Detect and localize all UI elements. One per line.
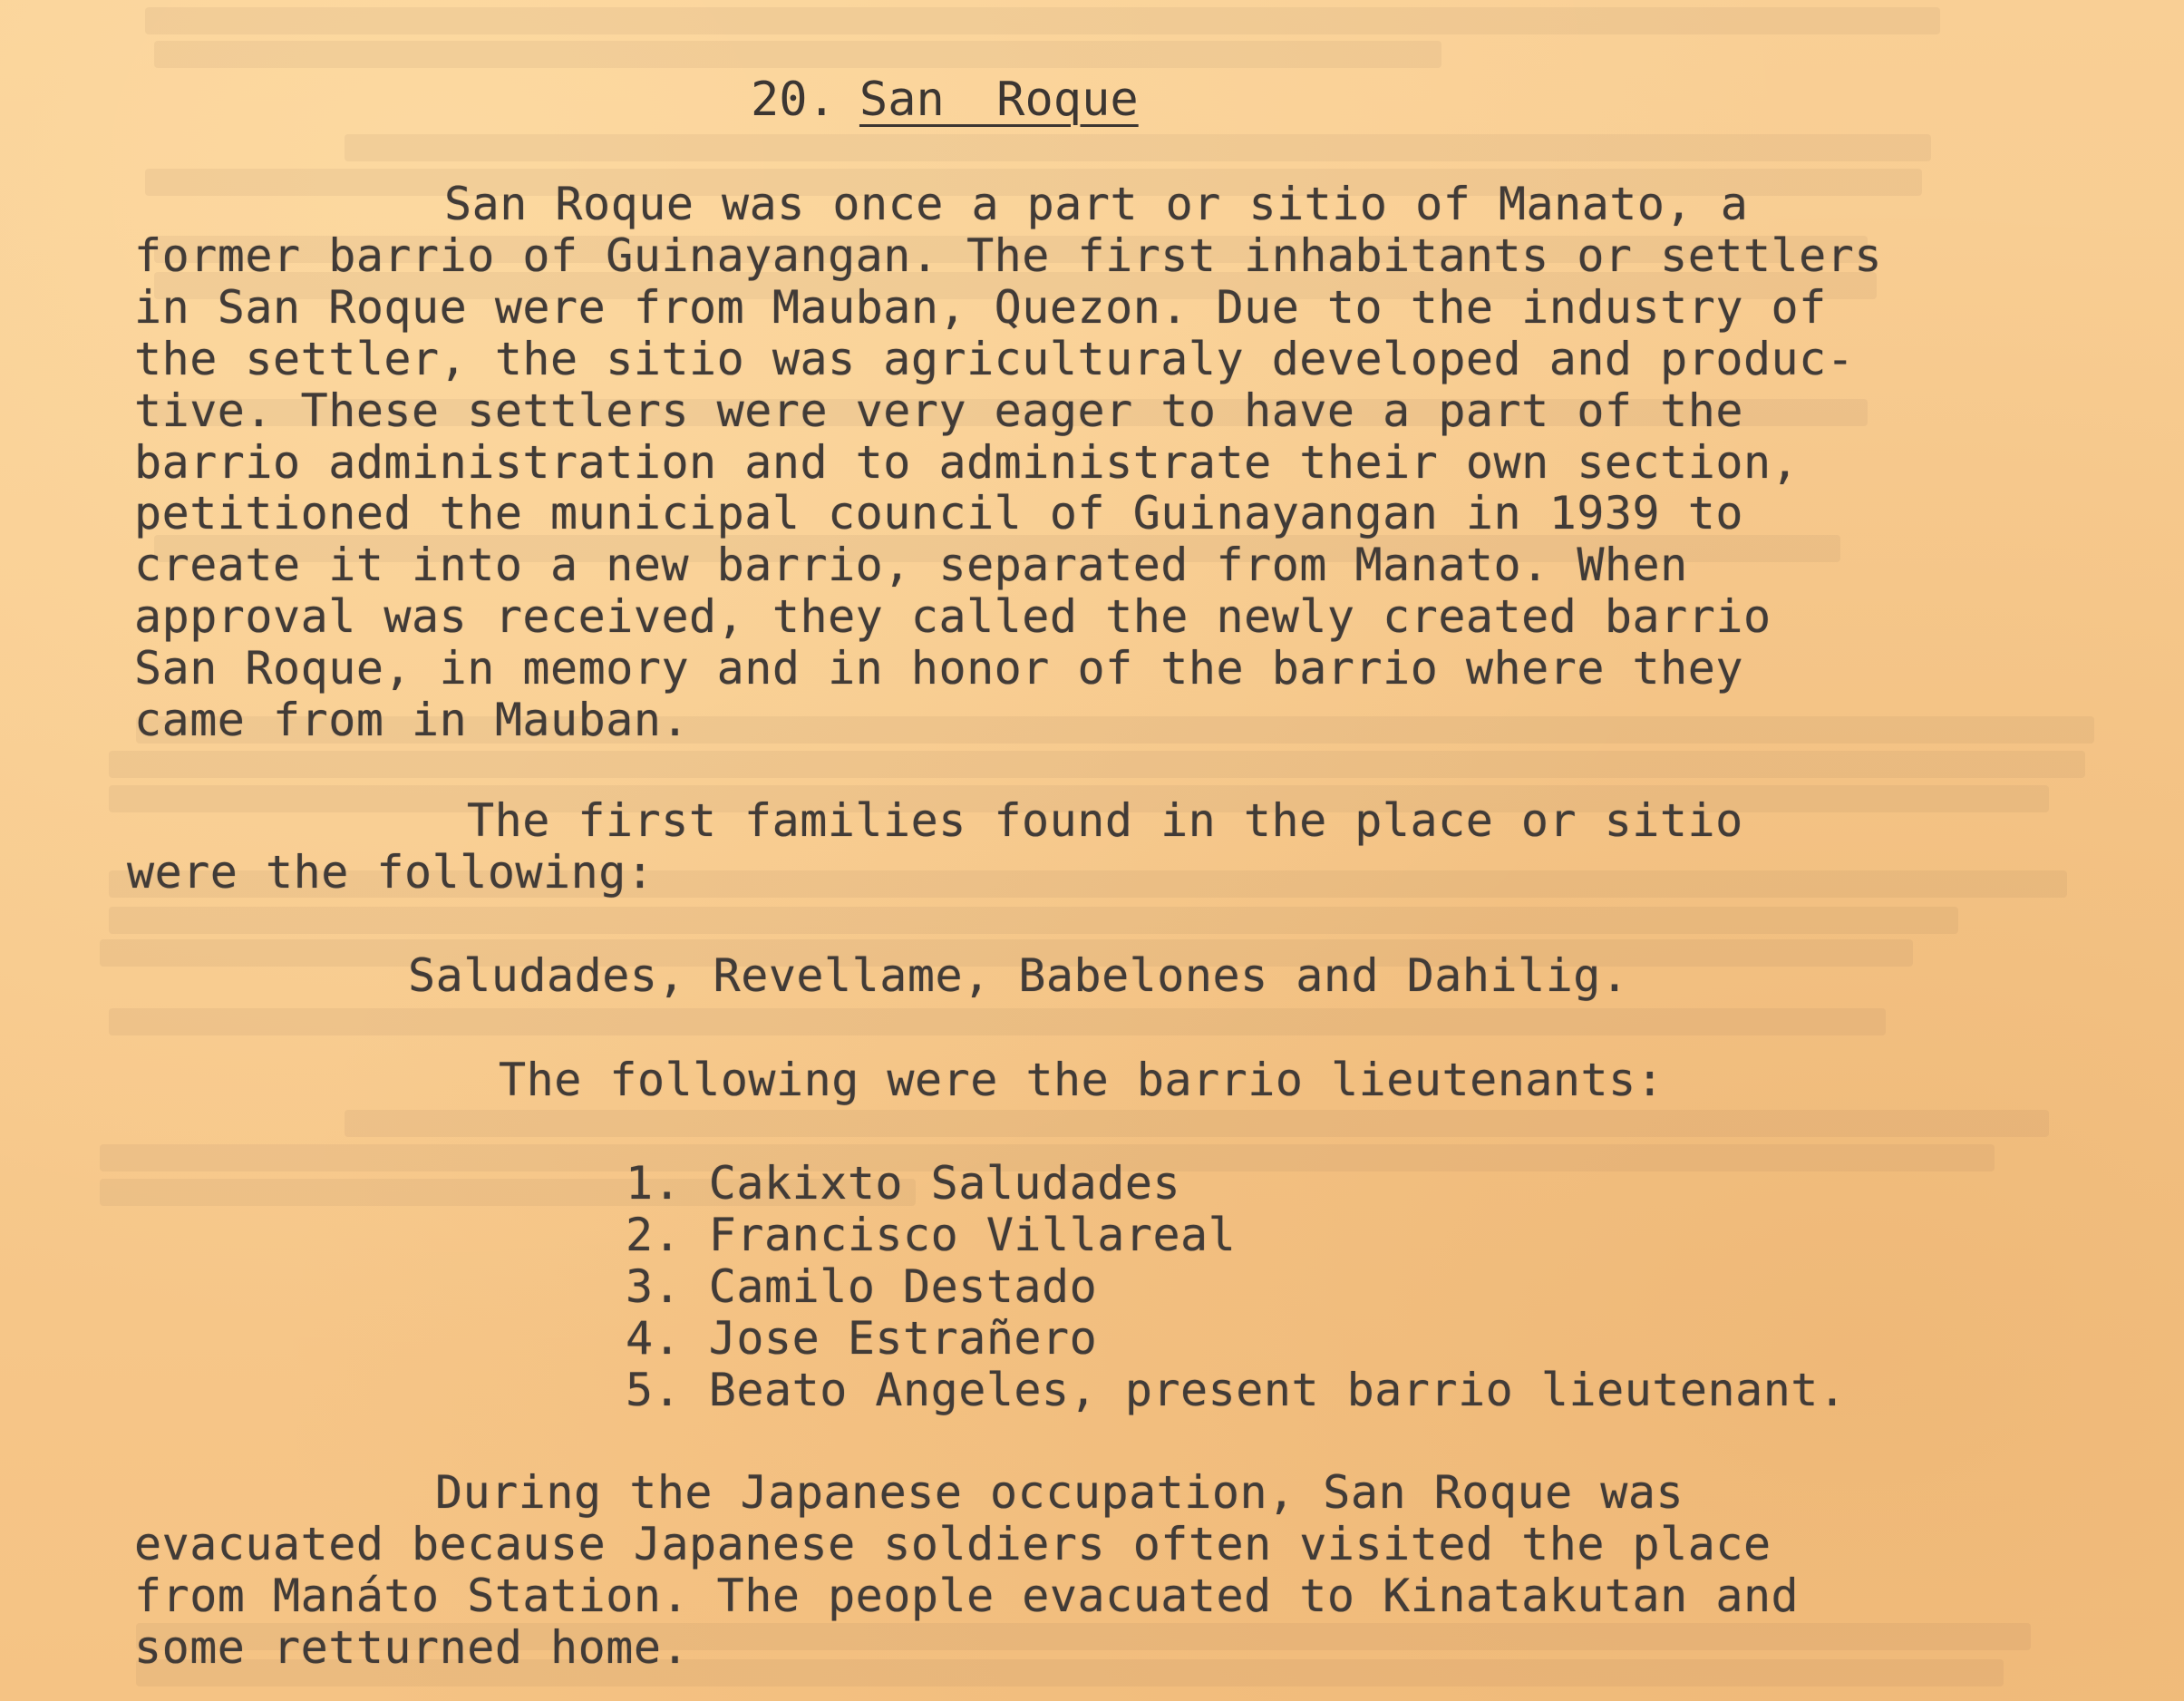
paragraph-1-line: tive. These settlers were very eager to have a part of the [134,384,1743,437]
paragraph-1-line: petitioned the municipal council of Guinayangan in 1939 to [134,487,1743,539]
paragraph-1-line: San Roque was once a part or sitio of Manato, a [444,178,1749,230]
paragraph-1-line: came from in Mauban. [134,694,690,746]
lieutenant-item: 3. Camilo Destado [626,1260,1098,1313]
paragraph-3-line: During the Japanese occupation, San Roque was [435,1466,1684,1519]
section-name: San Roque [859,73,1139,127]
lieutenant-item: 2. Francisco Villareal [626,1209,1237,1261]
paragraph-1-line: approval was received, they called the newly created barrio [134,590,1771,643]
paragraph-1-line: the settler, the sitio was agriculturaly developed and produc- [134,333,1855,385]
paragraph-3-line: evacuated because Japanese soldiers often visited the place [134,1518,1771,1570]
lieutenant-item: 5. Beato Angeles, present barrio lieutenant. [626,1364,1847,1416]
paragraph-3-line: from Manáto Station. The people evacuated to Kinatakutan and [134,1570,1800,1622]
paragraph-3-line: some retturned home. [134,1621,690,1674]
family-names: Saludades, Revellame, Babelones and Dahilig. [408,949,1629,1002]
paragraph-1-line: barrio administration and to administrate their own section, [134,436,1800,489]
paragraph-1-line: former barrio of Guinayangan. The first inhabitants or settlers [134,229,1882,282]
lieutenants-intro: The following were the barrio lieutenants: [499,1054,1665,1106]
lieutenant-item: 4. Jose Estrañero [626,1312,1098,1365]
paragraph-2-line: The first families found in the place or sitio [467,794,1743,847]
section-number: 20. [751,73,836,127]
paragraph-2-line: were the following: [127,846,655,899]
paragraph-1-line: in San Roque were from Mauban, Quezon. Due to the industry of [134,281,1827,334]
paragraph-1-line: create it into a new barrio, separated from Manato. When [134,539,1688,591]
lieutenant-item: 1. Cakixto Saludades [626,1157,1181,1210]
paragraph-1-line: San Roque, in memory and in honor of the barrio where they [134,642,1743,695]
section-title [751,73,1139,127]
